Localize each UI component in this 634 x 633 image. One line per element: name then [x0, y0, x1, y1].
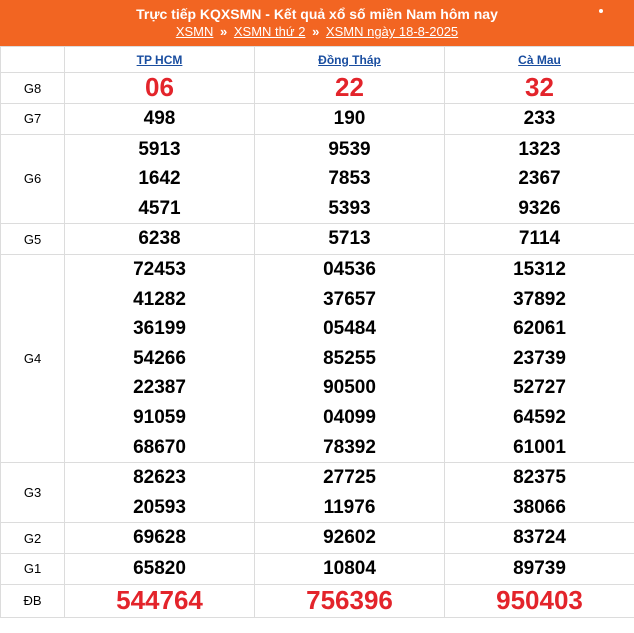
prize-number: 65820 — [133, 557, 186, 579]
prize-number: 1323 — [518, 138, 561, 160]
prize-number: 4571 — [138, 197, 181, 219]
prize-number: 6238 — [138, 228, 181, 250]
page-header — [0, 0, 634, 46]
prize-number: 950403 — [496, 584, 583, 615]
prize-number: 52727 — [513, 377, 566, 399]
prize-number: 05484 — [323, 318, 376, 340]
prize-number: 1642 — [138, 168, 181, 190]
prize-row-g6 — [1, 134, 634, 224]
prize-number: 41282 — [133, 288, 186, 310]
prize-cell — [65, 523, 255, 554]
prize-number: 92602 — [323, 527, 376, 549]
prize-number: 11976 — [323, 496, 376, 518]
decorative-dot-icon — [599, 9, 603, 13]
breadcrumb-separator: » — [220, 24, 228, 39]
prize-label: G5 — [1, 224, 65, 255]
prize-number: 38066 — [513, 496, 566, 518]
breadcrumb-separator: » — [312, 24, 320, 39]
prize-cell — [255, 463, 445, 523]
breadcrumb — [0, 24, 634, 40]
prize-label: G7 — [1, 104, 65, 135]
prize-number: 82623 — [133, 467, 186, 489]
prize-row-db — [1, 584, 634, 617]
prize-cell — [65, 104, 255, 135]
prize-number: 27725 — [323, 467, 376, 489]
table-header-row — [1, 47, 634, 73]
header-corner — [1, 47, 65, 73]
prize-cell — [65, 224, 255, 255]
prize-number: 20593 — [133, 496, 186, 518]
province-link-tp-hcm[interactable]: TP HCM — [136, 52, 183, 67]
prize-cell — [445, 523, 634, 554]
prize-number: 82375 — [513, 467, 566, 489]
prize-cell — [65, 73, 255, 104]
prize-cell — [255, 73, 445, 104]
prize-number: 233 — [523, 108, 556, 129]
prize-number: 32 — [525, 72, 554, 103]
prize-number: 91059 — [133, 406, 186, 428]
prize-number: 37892 — [513, 288, 566, 310]
prize-label: G4 — [1, 254, 65, 462]
prize-number: 7853 — [328, 168, 371, 190]
prize-label: ĐB — [1, 584, 65, 617]
prize-number: 89739 — [513, 557, 566, 579]
breadcrumb-link-xsmn-date[interactable]: XSMN ngày 18-8-2025 — [325, 24, 459, 39]
prize-cell — [445, 224, 634, 255]
prize-row-g8 — [1, 73, 634, 104]
prize-cell — [255, 254, 445, 462]
prize-number: 36199 — [133, 318, 186, 340]
prize-row-g3 — [1, 463, 634, 523]
prize-cell — [255, 523, 445, 554]
prize-number: 06 — [145, 72, 174, 103]
prize-cell — [445, 553, 634, 584]
prize-cell — [445, 254, 634, 462]
prize-cell — [65, 254, 255, 462]
prize-cell — [65, 134, 255, 224]
prize-cell — [255, 584, 445, 617]
prize-number: 62061 — [513, 318, 566, 340]
prize-number: 64592 — [513, 406, 566, 428]
province-link-dong-thap[interactable]: Đồng Tháp — [318, 52, 381, 67]
prize-row-g7 — [1, 104, 634, 135]
prize-label: G3 — [1, 463, 65, 523]
prize-cell — [65, 553, 255, 584]
prize-cell — [445, 463, 634, 523]
prize-number: 83724 — [513, 527, 566, 549]
prize-label: G6 — [1, 134, 65, 224]
prize-number: 190 — [333, 108, 366, 129]
prize-cell — [65, 463, 255, 523]
prize-cell — [255, 104, 445, 135]
prize-number: 5913 — [138, 138, 181, 160]
prize-number: 72453 — [133, 258, 186, 280]
province-header — [445, 47, 634, 73]
prize-number: 7114 — [518, 228, 561, 250]
prize-number: 61001 — [513, 436, 566, 458]
prize-number: 2367 — [518, 168, 561, 190]
page-title: Trực tiếp KQXSMN - Kết quả xổ số miền Nam hôm nay — [136, 6, 498, 22]
prize-cell — [65, 584, 255, 617]
prize-label: G1 — [1, 553, 65, 584]
prize-number: 15312 — [513, 258, 566, 280]
prize-cell — [445, 104, 634, 135]
breadcrumb-link-xsmn-thu-2[interactable]: XSMN thứ 2 — [233, 24, 306, 39]
prize-number: 756396 — [306, 584, 393, 615]
prize-number: 69628 — [133, 527, 186, 549]
prize-number: 9539 — [328, 138, 371, 160]
prize-row-g2 — [1, 523, 634, 554]
prize-number: 85255 — [323, 347, 376, 369]
prize-number: 78392 — [323, 436, 376, 458]
prize-label: G2 — [1, 523, 65, 554]
prize-number: 498 — [143, 108, 176, 129]
prize-number: 04099 — [323, 406, 376, 428]
prize-cell — [445, 73, 634, 104]
prize-number: 5713 — [328, 228, 371, 250]
prize-cell — [445, 584, 634, 617]
prize-number: 10804 — [323, 557, 376, 579]
prize-number: 9326 — [518, 197, 561, 219]
prize-number: 544764 — [116, 584, 203, 615]
prize-cell — [255, 134, 445, 224]
province-header — [255, 47, 445, 73]
breadcrumb-link-xsmn[interactable]: XSMN — [175, 24, 214, 39]
prize-row-g4 — [1, 254, 634, 462]
province-header — [65, 47, 255, 73]
prize-row-g1 — [1, 553, 634, 584]
results-table — [0, 46, 634, 618]
prize-number: 22387 — [133, 377, 186, 399]
prize-cell — [255, 553, 445, 584]
prize-number: 90500 — [323, 377, 376, 399]
prize-number: 23739 — [513, 347, 566, 369]
prize-label: G8 — [1, 73, 65, 104]
prize-number: 68670 — [133, 436, 186, 458]
prize-number: 22 — [335, 72, 364, 103]
prize-number: 54266 — [133, 347, 186, 369]
province-link-ca-mau[interactable]: Cà Mau — [518, 52, 561, 67]
prize-cell — [445, 134, 634, 224]
prize-number: 37657 — [323, 288, 376, 310]
prize-cell — [255, 224, 445, 255]
prize-row-g5 — [1, 224, 634, 255]
prize-number: 5393 — [328, 197, 371, 219]
prize-number: 04536 — [323, 258, 376, 280]
